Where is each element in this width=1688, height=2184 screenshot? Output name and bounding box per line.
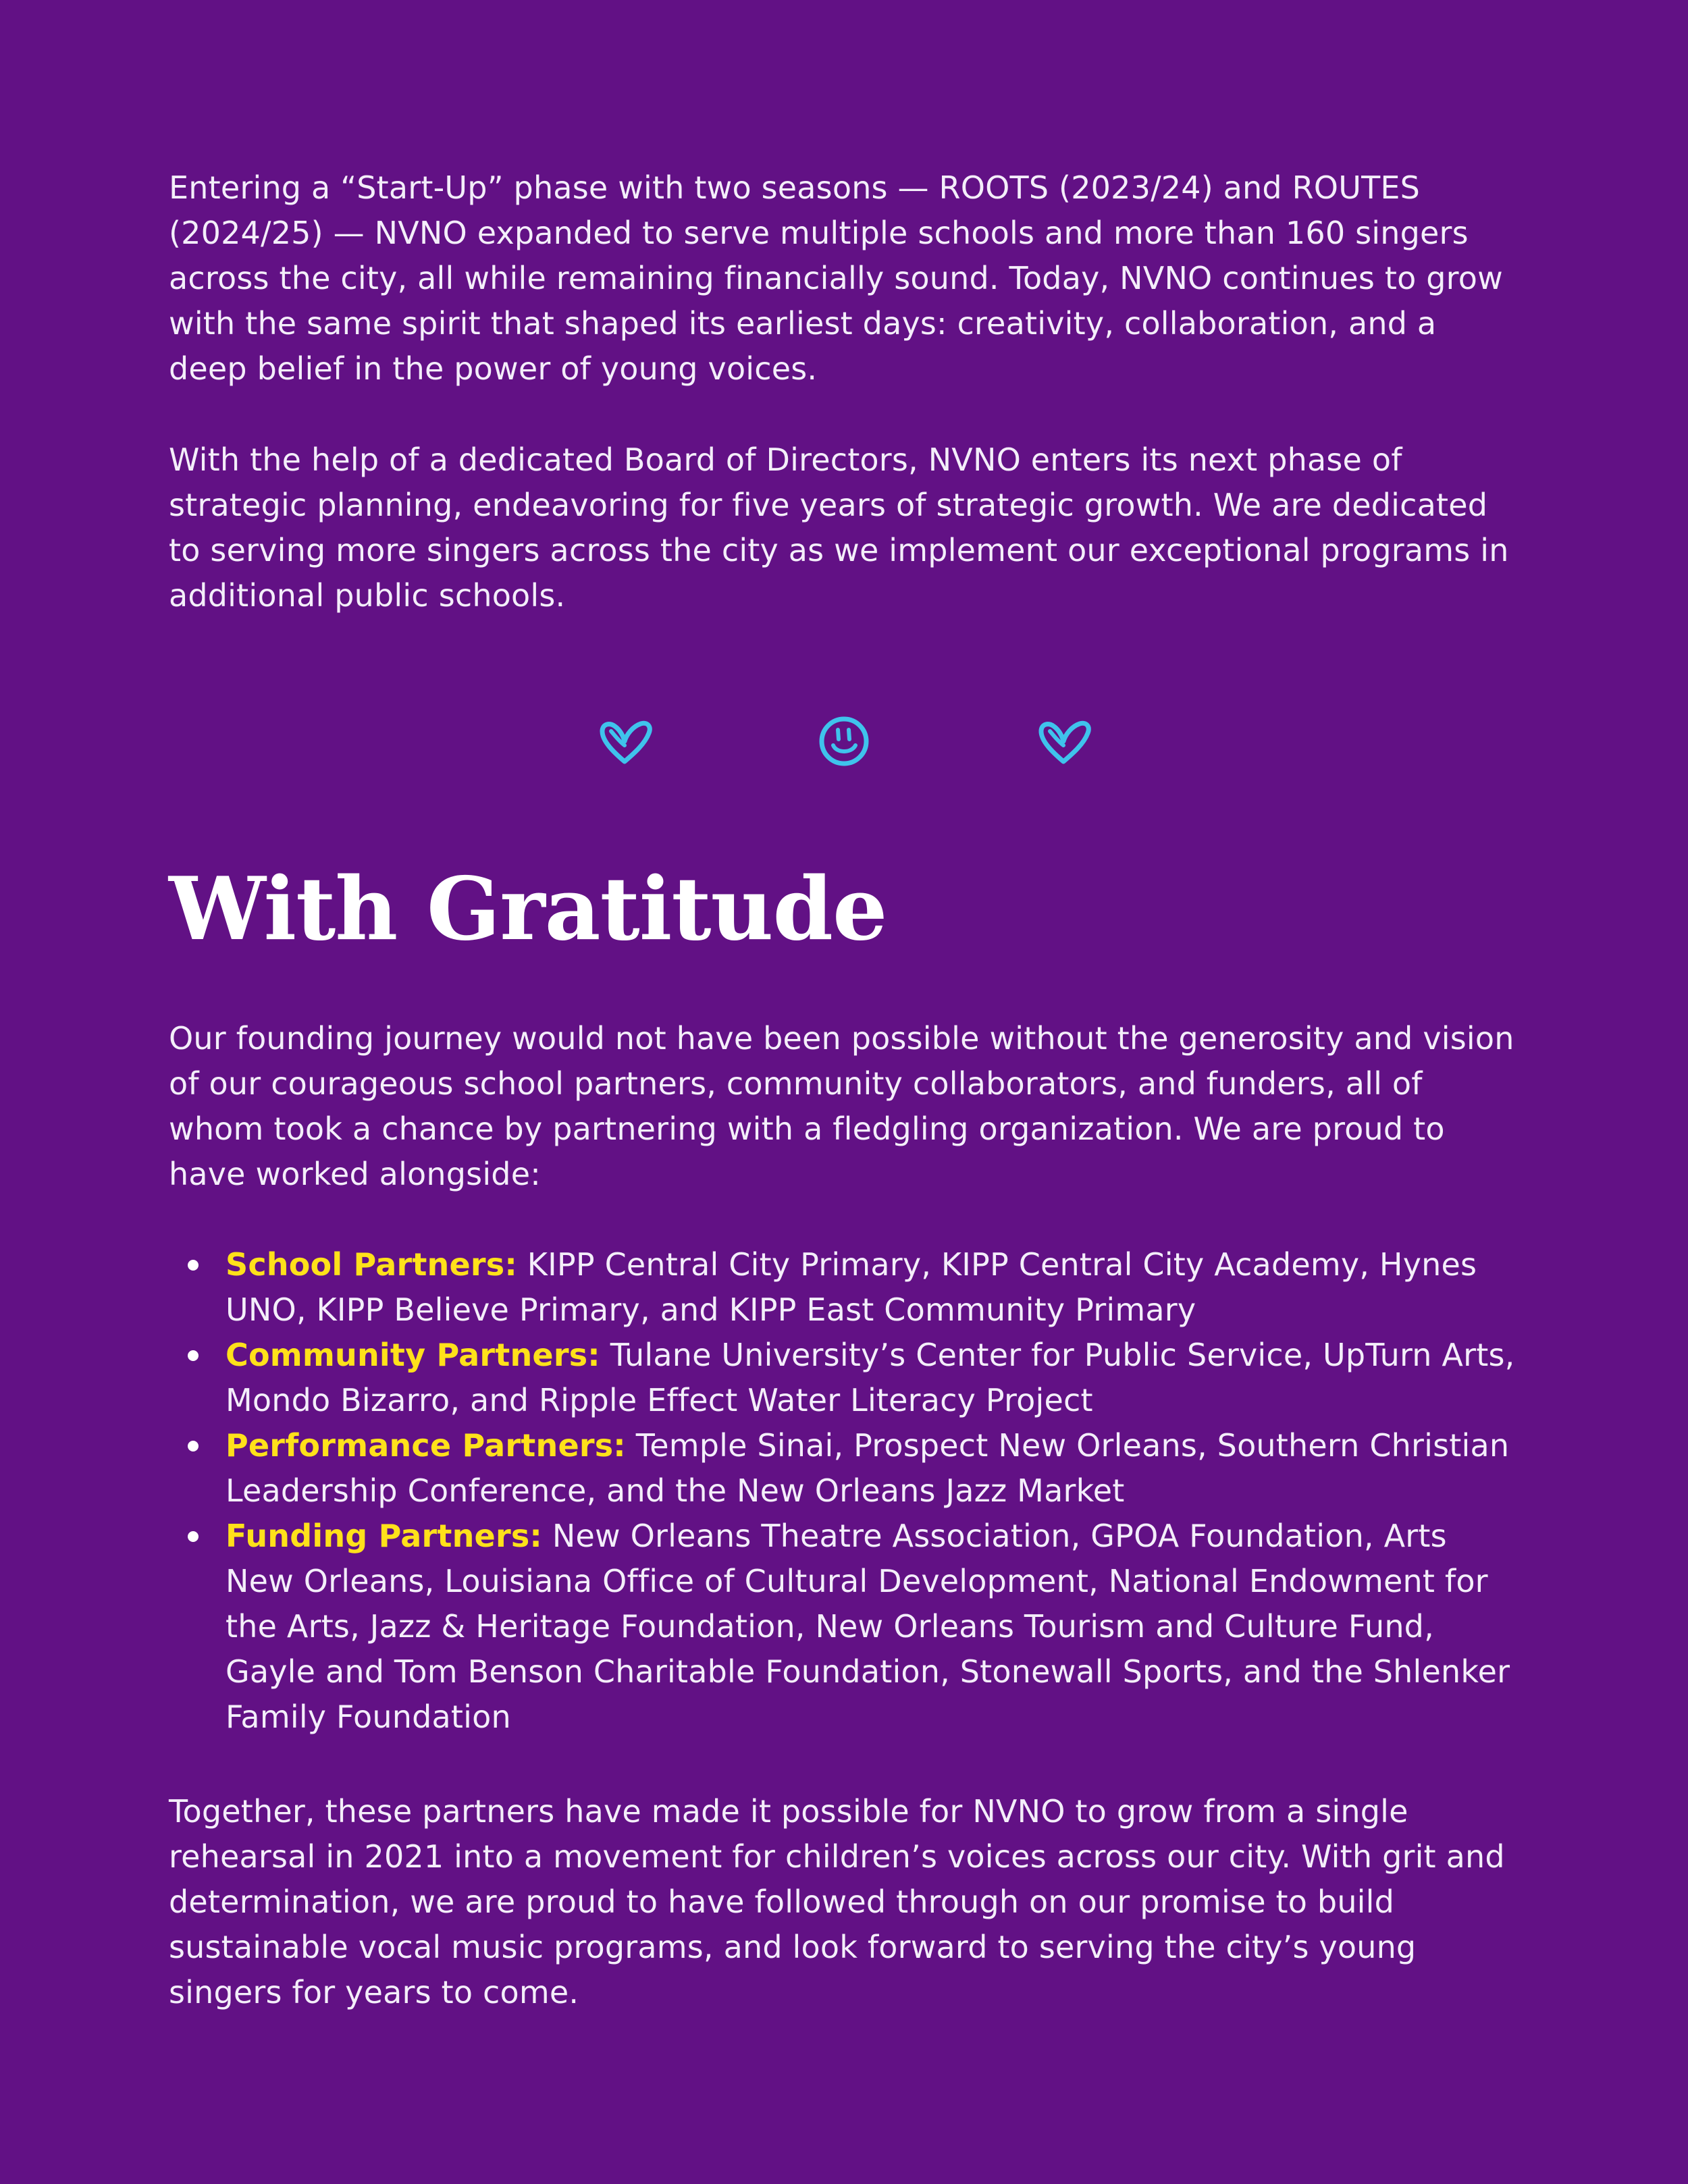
partner-names: Tulane University’s Center for Public Service, UpTurn Arts, Mondo Bizarro, and Ripple Effect Water Literacy Project <box>226 1337 1515 1418</box>
partner-label: Community Partners: <box>226 1337 600 1373</box>
partner-label: Funding Partners: <box>226 1518 543 1554</box>
bullet-icon <box>188 1441 199 1451</box>
bullet-icon <box>188 1260 199 1271</box>
intro-paragraph-start-up-phase: Entering a “Start-Up” phase with two seasons — ROOTS (2023/24) and ROUTES (2024/25) — NVNO expanded to serve multiple schools and more than 160 singers across the city, all while remaining financially sound. Today, NVNO continues to grow with the same spirit that shaped its earliest days: creativity, collaboration, and a deep belief in the power of young voices. <box>169 169 1503 387</box>
intro-paragraph-strategic-planning: With the help of a dedicated Board of Directors, NVNO enters its next phase of strategic planning, endeavoring for five years of strategic growth. We are dedicated to serving more singers across the city as we implement our exceptional programs in additional public schools. <box>169 442 1509 614</box>
smiley-icon <box>814 710 874 771</box>
partner-names: KIPP Central City Primary, KIPP Central City Academy, Hynes UNO, KIPP Believe Primary, and KIPP East Community Primary <box>226 1246 1477 1328</box>
decorative-icon-divider <box>169 710 1519 771</box>
partner-names: Temple Sinai, Prospect New Orleans, Southern Christian Leadership Conference, and the New Orleans Jazz Market <box>226 1427 1510 1509</box>
partner-item-funding <box>169 1514 1519 1740</box>
heart-icon <box>1034 710 1094 771</box>
gratitude-closing-paragraph: Together, these partners have made it possible for NVNO to grow from a single rehearsal in 2021 into a movement for children’s voices across our city. With grit and determination, we are proud to have followed through on our promise to build sustainable vocal music programs, and look forward to serving the city’s young singers for years to come. <box>169 1793 1505 2010</box>
partners-list <box>169 1242 1519 1740</box>
bullet-icon <box>188 1350 199 1361</box>
heart-icon <box>595 710 656 771</box>
bullet-icon <box>188 1531 199 1542</box>
partner-label: School Partners: <box>226 1246 517 1283</box>
partner-item-community <box>169 1333 1519 1423</box>
partner-item-school <box>169 1242 1519 1333</box>
section-heading-with-gratitude: With Gratitude <box>169 859 887 960</box>
partner-item-performance <box>169 1423 1519 1514</box>
gratitude-intro-paragraph: Our founding journey would not have been possible without the generosity and vision of our courageous school partners, community collaborators, and funders, all of whom took a chance by partnering with a fledgling organization. We are proud to have worked alongside: <box>169 1020 1514 1192</box>
partner-names: New Orleans Theatre Association, GPOA Foundation, Arts New Orleans, Louisiana Office of Cultural Development, National Endowment for the Arts, Jazz & Heritage Foundation, New Orleans Tourism and Culture Fund, Gayle and Tom Benson Charitable Foundation, Stonewall Sports, and the Shlenker Family Foundation <box>226 1518 1510 1735</box>
partner-label: Performance Partners: <box>226 1427 626 1464</box>
